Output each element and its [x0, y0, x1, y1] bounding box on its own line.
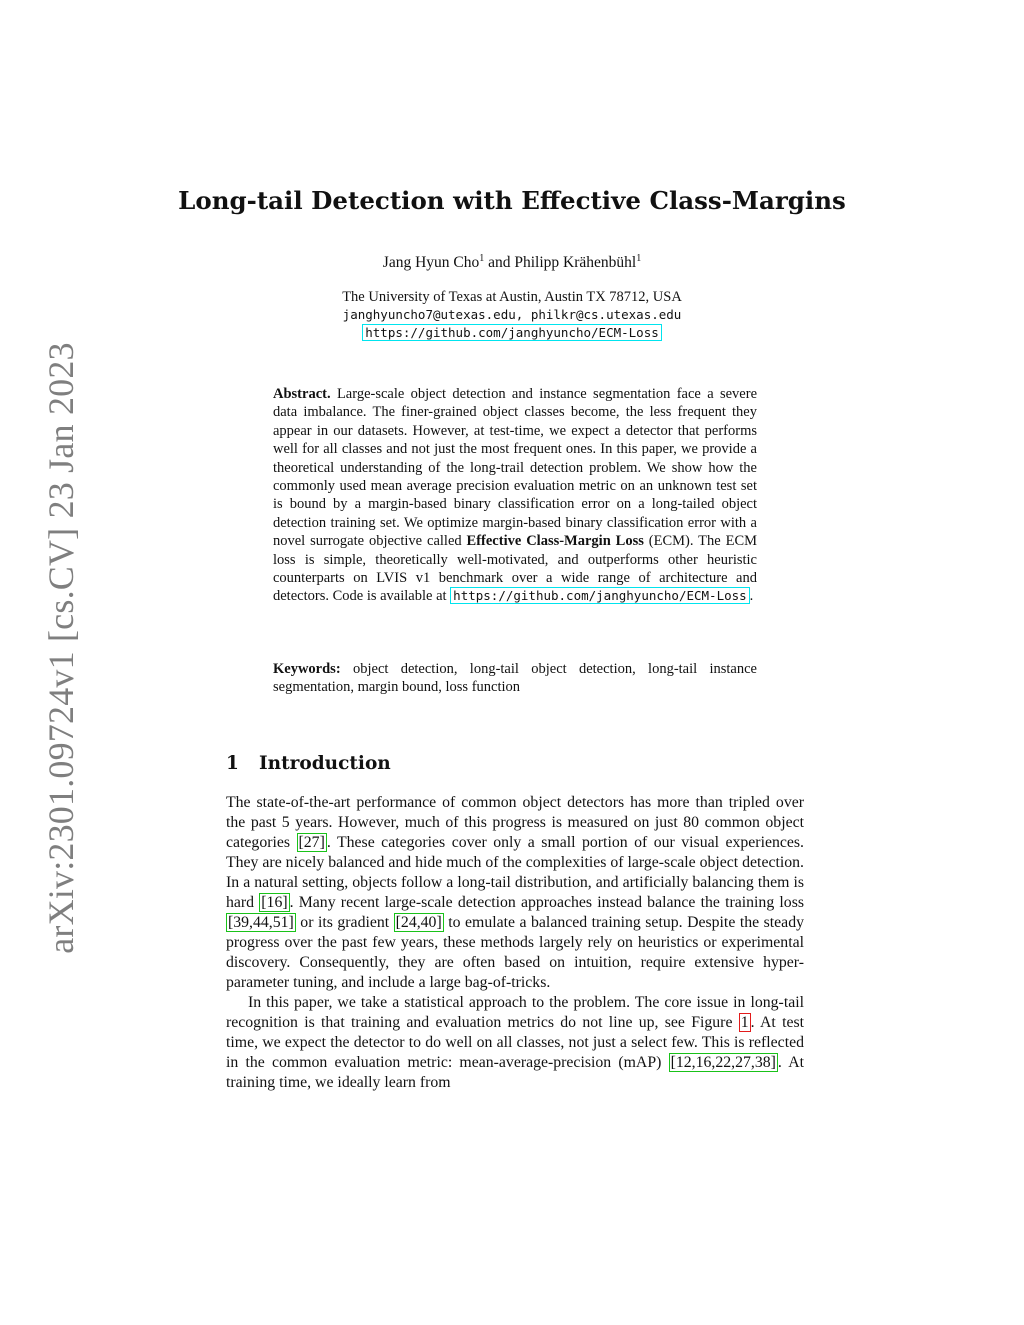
abstract-text: (ECM). The ECM loss is simple, theoretically well-motivated, and outperforms other heuristic counterparts on LVIS v1 benchmark over a wide range of architecture and detectors. Code is available at — [273, 533, 758, 605]
institution: The University of Texas at Austin, Austin TX 78712, USA — [342, 289, 682, 305]
author-connector: and — [484, 254, 515, 272]
text-run: or its gradient — [295, 914, 390, 931]
abstract-bold-term: Effective Class-Margin Loss — [466, 533, 644, 550]
text-run: . Many recent large-scale detection approaches instead balance the training loss — [289, 894, 804, 911]
citation-link[interactable]: [27] — [298, 834, 325, 851]
keywords-text: object detection, long-tail object detection, long-tail instance segmentation, margin bound, loss function — [273, 661, 757, 696]
text-run: . These categories cover only a small portion of our visual experiences. They are nicely balanced and hide much of the complexities of large-scale object detection. In a natural setting, objects follow a long-tail distribution, and artificially balancing them is hard — [226, 834, 804, 911]
affiliation-block — [0, 288, 1024, 342]
paper-title: Long-tail Detection with Effective Class-Margins — [178, 186, 846, 215]
introduction-body — [226, 793, 804, 1093]
affiliation-mark: 1 — [479, 253, 485, 264]
text-run: In this paper, we take a statistical approach to the problem. The core issue in long-tail recognition is that training and evaluation metrics do not line up, see Figure — [226, 994, 804, 1031]
citation-link[interactable]: [39,44,51] — [228, 914, 294, 931]
abstract-label: Abstract. — [273, 386, 331, 402]
author-line — [0, 253, 1024, 272]
citation-link[interactable]: [12,16,22,27,38] — [670, 1054, 776, 1071]
text-run: The state-of-the-art performance of common object detectors has more than tripled over the past 5 years. However, much of this progress is measured on just 80 common object categories — [226, 794, 804, 851]
author-emails: janghyuncho7@utexas.edu, philkr@cs.utexas.edu — [342, 307, 682, 322]
text-run: . At training time, we ideally learn from — [226, 1054, 805, 1091]
repo-link[interactable]: https://github.com/janghyuncho/ECM-Loss — [362, 324, 662, 341]
section-number: 1 — [226, 753, 239, 774]
figure-link[interactable]: 1 — [740, 1014, 749, 1031]
text-run: . At test time, we expect the detector to do well on all classes, not just a select few. This is reflected in the common evaluation metric: mean-average-precision (mAP) — [226, 1014, 805, 1071]
abstract-end: . — [749, 588, 754, 605]
citation-link[interactable]: [24,40] — [395, 914, 442, 931]
abstract-text: Large-scale object detection and instance segmentation face a severe data imbalance. The finer-grained object classes become, the less frequent they appear in our datasets. However, at test-time, we expect a detector that performs well for all classes and not just the most frequent ones. In this paper, we provide a theoretical understanding of the long-trail detection problem. We show how the commonly used mean average precision evaluation metric on an unknown test set is bound by a margin-based binary classification error on a long-tailed object detection training set. We optimize margin-based binary classification error with a novel surrogate objective called — [273, 386, 757, 550]
keywords-label: Keywords: — [273, 661, 341, 677]
citation-link[interactable]: [16] — [261, 894, 288, 911]
affiliation-mark: 1 — [636, 253, 642, 264]
code-link[interactable]: https://github.com/janghyuncho/ECM-Loss — [450, 587, 750, 604]
arxiv-id: arXiv:2301.09724v1 [cs.CV] 23 Jan 2023 — [41, 341, 82, 954]
author-name: Jang Hyun Cho — [382, 254, 480, 272]
paragraph — [226, 793, 804, 993]
author-name: Philipp Krähenbühl — [514, 254, 637, 272]
keywords — [273, 660, 757, 697]
section-heading — [226, 753, 391, 774]
abstract — [273, 385, 757, 606]
text-run: to emulate a balanced training setup. Despite the steady progress over the past few years, these methods largely rely on heuristics or experimental discovery. Consequently, they are often based on intuition, require extensive hyper-parameter tuning, and include a large bag-of-tricks. — [226, 914, 804, 991]
arxiv-sidebar — [36, 341, 86, 954]
paragraph — [226, 993, 804, 1093]
section-title: Introduction — [259, 753, 391, 774]
